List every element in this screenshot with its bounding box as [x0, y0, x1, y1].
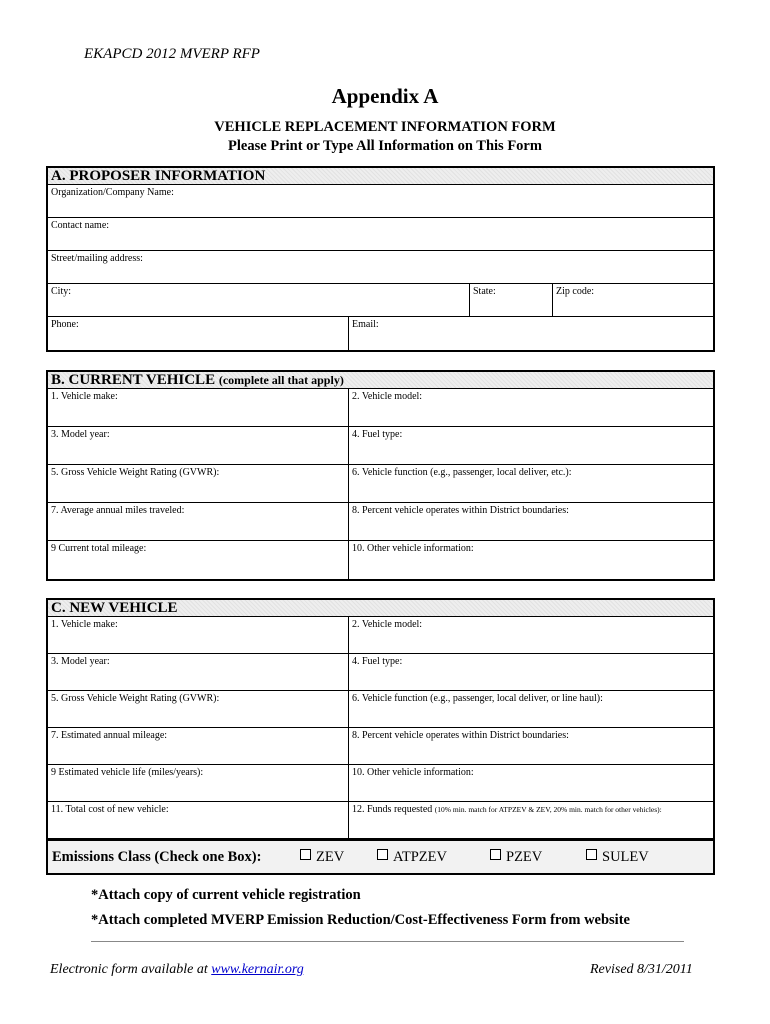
option-zev[interactable]	[300, 849, 344, 866]
checkbox-zev[interactable]	[300, 849, 311, 860]
zip-code-field[interactable]: Zip code:	[552, 284, 713, 316]
section-c-title: C. NEW VEHICLE	[48, 600, 713, 617]
current-total-mileage-field[interactable]: 9 Current total mileage:	[51, 543, 147, 554]
new-percent-district-field[interactable]: 8. Percent vehicle operates within District boundaries:	[348, 728, 713, 764]
state-field[interactable]: State:	[469, 284, 552, 316]
estimated-vehicle-life-field[interactable]: 9 Estimated vehicle life (miles/years):	[51, 767, 204, 778]
option-sulev-label: SULEV	[602, 849, 649, 865]
new-vehicle-function-field[interactable]: 6. Vehicle function (e.g., passenger, local deliver, or line haul):	[348, 691, 713, 727]
divider	[91, 941, 684, 942]
option-atpzev[interactable]	[377, 849, 447, 866]
attach-form-note: *Attach completed MVERP Emission Reduction/Cost-Effectiveness Form from website	[91, 912, 630, 928]
section-b-title-note: (complete all that apply)	[218, 373, 344, 387]
emissions-class-label: Emissions Class (Check one Box):	[52, 849, 262, 865]
section-b-title	[48, 372, 713, 389]
attach-registration-note: *Attach copy of current vehicle registration	[91, 887, 361, 903]
form-title: VEHICLE REPLACEMENT INFORMATION FORM	[214, 119, 556, 135]
section-b-title-text: B. CURRENT VEHICLE	[51, 372, 216, 388]
average-annual-miles-field[interactable]: 7. Average annual miles traveled:	[51, 505, 185, 516]
contact-name-field[interactable]: Contact name:	[51, 220, 110, 231]
new-vehicle-make-field[interactable]: 1. Vehicle make:	[51, 619, 118, 630]
current-vehicle-function-field[interactable]: 6. Vehicle function (e.g., passenger, local deliver, etc.):	[348, 465, 713, 502]
street-address-field[interactable]: Street/mailing address:	[51, 253, 143, 264]
emissions-class-row	[46, 839, 715, 875]
electronic-form-prefix: Electronic form available at	[50, 962, 208, 977]
kernair-link[interactable]: www.kernair.org	[211, 962, 304, 977]
phone-field[interactable]: Phone:	[51, 319, 79, 330]
checkbox-atpzev[interactable]	[377, 849, 388, 860]
option-zev-label: ZEV	[316, 849, 345, 865]
current-vehicle-make-field[interactable]: 1. Vehicle make:	[51, 391, 118, 402]
electronic-form-note	[50, 962, 304, 978]
current-percent-district-field[interactable]: 8. Percent vehicle operates within District boundaries:	[348, 503, 713, 540]
option-pzev[interactable]	[490, 849, 542, 866]
rfp-header: EKAPCD 2012 MVERP RFP	[84, 46, 260, 62]
current-model-year-field[interactable]: 3. Model year:	[51, 429, 110, 440]
current-vehicle-model-field[interactable]: 2. Vehicle model:	[348, 389, 713, 426]
appendix-title: Appendix A	[331, 84, 439, 108]
form-subtitle: Please Print or Type All Information on This Form	[228, 138, 542, 154]
current-fuel-type-field[interactable]: 4. Fuel type:	[348, 427, 713, 464]
section-new-vehicle	[46, 598, 715, 840]
section-current-vehicle	[46, 370, 715, 581]
checkbox-sulev[interactable]	[586, 849, 597, 860]
option-atpzev-label: ATPZEV	[393, 849, 447, 865]
org-name-field[interactable]: Organization/Company Name:	[51, 187, 174, 198]
revised-date: Revised 8/31/2011	[590, 962, 693, 977]
new-gvwr-field[interactable]: 5. Gross Vehicle Weight Rating (GVWR):	[51, 693, 220, 704]
option-sulev[interactable]	[586, 849, 649, 866]
estimated-annual-mileage-field[interactable]: 7. Estimated annual mileage:	[51, 730, 168, 741]
new-fuel-type-field[interactable]: 4. Fuel type:	[348, 654, 713, 690]
checkbox-pzev[interactable]	[490, 849, 501, 860]
option-pzev-label: PZEV	[506, 849, 543, 865]
section-proposer-information	[46, 166, 715, 352]
funds-requested-note: (10% min. match for ATPZEV & ZEV, 20% min. match for other vehicles):	[434, 805, 662, 814]
funds-requested-field[interactable]	[348, 802, 713, 838]
new-vehicle-model-field[interactable]: 2. Vehicle model:	[348, 617, 713, 653]
new-other-info-field[interactable]: 10. Other vehicle information:	[348, 765, 713, 801]
current-gvwr-field[interactable]: 5. Gross Vehicle Weight Rating (GVWR):	[51, 467, 220, 478]
city-field[interactable]: City:	[51, 286, 72, 297]
current-other-info-field[interactable]: 10. Other vehicle information:	[348, 541, 713, 579]
new-model-year-field[interactable]: 3. Model year:	[51, 656, 110, 667]
funds-requested-label: 12. Funds requested	[352, 804, 433, 815]
total-cost-field[interactable]: 11. Total cost of new vehicle:	[51, 804, 169, 815]
email-field[interactable]: Email:	[348, 317, 713, 350]
section-a-title: A. PROPOSER INFORMATION	[48, 168, 713, 185]
